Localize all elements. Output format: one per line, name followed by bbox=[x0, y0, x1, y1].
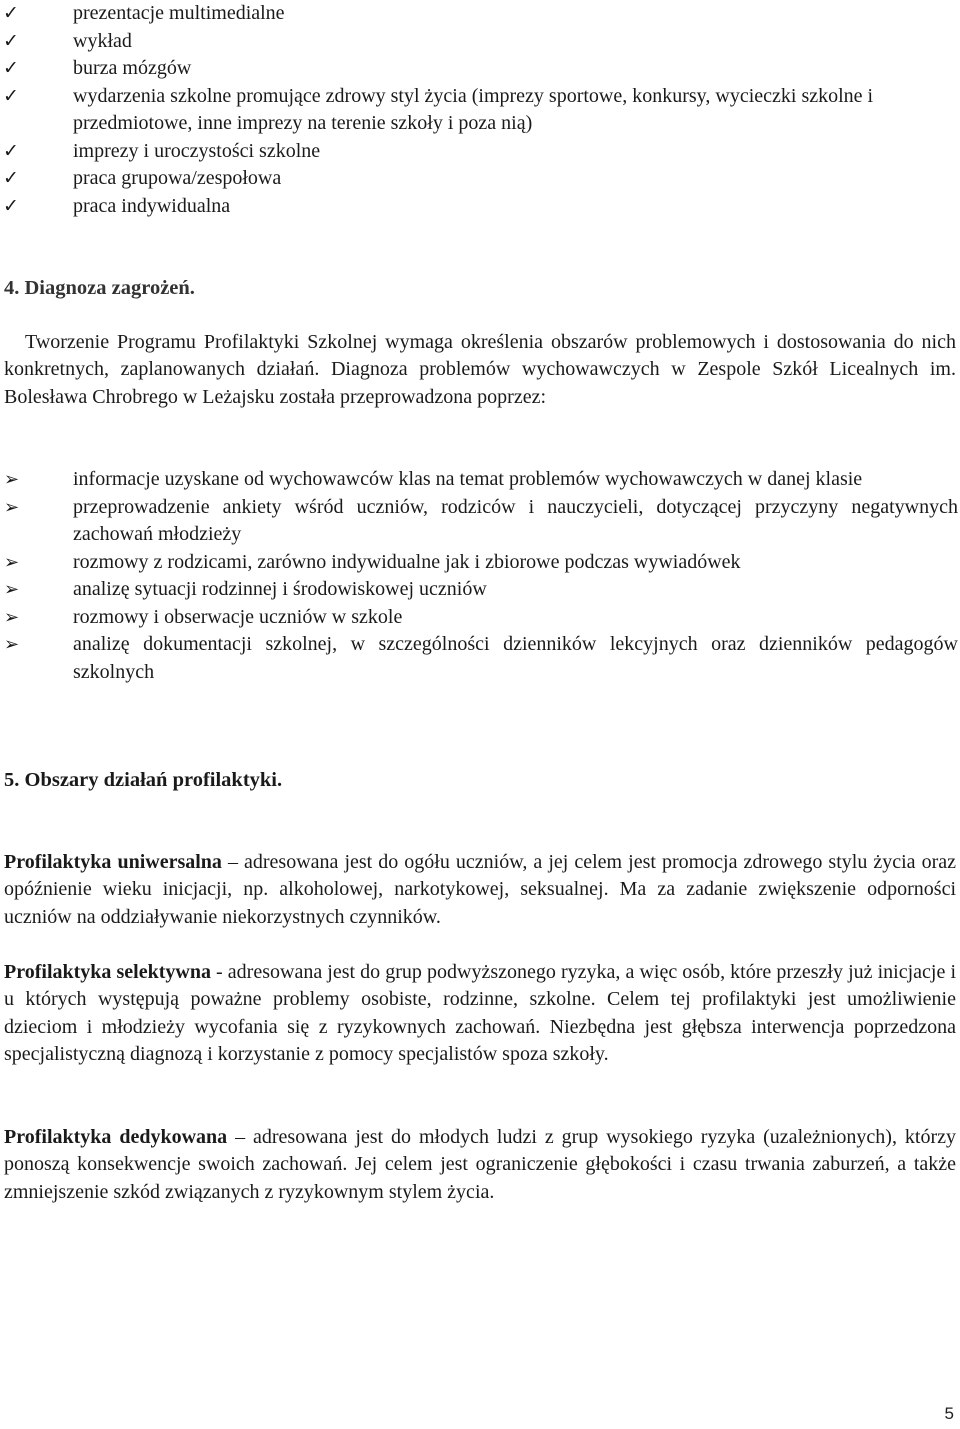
section-heading-diagnosis: 4. Diagnoza zagrożeń. bbox=[4, 277, 195, 299]
list-item-text: wydarzenia szkolne promujące zdrowy styl życia (imprezy sportowe, konkursy, wycieczki szkolne i przedmiotowe, inne imprezy na terenie szkoły i poza nią) bbox=[73, 84, 874, 134]
list-item bbox=[0, 549, 958, 577]
list-item-text: praca indywidualna bbox=[73, 194, 231, 217]
methods-checklist bbox=[0, 0, 956, 220]
list-item-text: rozmowy i obserwacje uczniów w szkole bbox=[73, 605, 403, 628]
list-item-text: wykład bbox=[73, 29, 132, 52]
diagnosis-methods-list bbox=[0, 466, 958, 686]
arrow-bullet-icon: ➢ bbox=[4, 469, 20, 490]
list-item-text: przeprowadzenie ankiety wśród uczniów, rodziców i nauczycieli, dotyczącej przyczyny negatywnych zachowań młodzieży bbox=[73, 495, 958, 545]
dedicated-prevention-term: Profilaktyka dedykowana bbox=[4, 1126, 228, 1148]
list-item bbox=[0, 83, 956, 138]
list-item-text: prezentacje multimedialne bbox=[73, 2, 285, 24]
checkmark-icon: ✓ bbox=[3, 84, 19, 107]
checkmark-icon: ✓ bbox=[3, 29, 19, 52]
list-item bbox=[0, 0, 956, 28]
arrow-bullet-icon: ➢ bbox=[4, 606, 20, 628]
dedicated-prevention-text: – adresowana jest do młodych ludzi z grup wysokiego ryzyka (uzależnionych), którzy ponoszą konsekwencje swoich zachowań. Jej celem jest ograniczenie głębokości i czasu trwania zaburzeń, a także zmniejszenie szkód związanych z ryzykownym stylem życia. bbox=[4, 1126, 956, 1203]
list-item bbox=[0, 466, 958, 494]
selective-prevention-paragraph bbox=[4, 959, 956, 1069]
list-item bbox=[0, 494, 958, 549]
list-item-text: analizę sytuacji rodzinnej i środowiskowej uczniów bbox=[73, 578, 487, 600]
checkmark-icon: ✓ bbox=[3, 194, 19, 217]
list-item bbox=[0, 138, 956, 166]
checkmark-icon: ✓ bbox=[3, 139, 19, 162]
arrow-bullet-icon: ➢ bbox=[4, 634, 20, 655]
list-item-text: burza mózgów bbox=[73, 57, 192, 79]
list-item bbox=[0, 55, 956, 83]
universal-prevention-paragraph bbox=[4, 849, 956, 931]
selective-prevention-text: - adresowana jest do grup podwyższonego ryzyka, a więc osób, które przeszły już inicjacje i u których występują poważne problemy osobiste, rodzinne, szkolne. Celem tej profilaktyki jest umożliwienie dzieciom i młodzieży wycofania się z ryzykownych zachowań. Niezbędna jest głębsza interwencja poprzedzona specjalistyczną diagnozą i korzystanie z pomocy specjalistów spoza szkoły. bbox=[4, 961, 956, 1066]
arrow-bullet-icon: ➢ bbox=[4, 496, 20, 518]
checkmark-icon: ✓ bbox=[3, 2, 19, 24]
list-item bbox=[0, 631, 958, 686]
checkmark-icon: ✓ bbox=[3, 57, 19, 79]
selective-prevention-term: Profilaktyka selektywna bbox=[4, 961, 211, 983]
section-heading-prevention-areas: 5. Obszary działań profilaktyki. bbox=[4, 769, 283, 791]
list-item bbox=[0, 576, 958, 604]
list-item-text: rozmowy z rodzicami, zarówno indywidualne jak i zbiorowe podczas wywiadówek bbox=[73, 550, 741, 573]
list-item bbox=[0, 28, 956, 56]
arrow-bullet-icon: ➢ bbox=[4, 579, 20, 600]
diagnosis-paragraph: Tworzenie Programu Profilaktyki Szkolnej wymaga określenia obszarów problemowych i dostosowania do nich konkretnych, zaplanowanych działań. Diagnoza problemów wychowawczych w Zespole Szkół Licealnych im. Bolesława Chrobrego w Leżajsku została przeprowadzona poprzez: bbox=[4, 331, 956, 408]
list-item bbox=[0, 604, 958, 632]
list-item-text: analizę dokumentacji szkolnej, w szczególności dzienników lekcyjnych oraz dzienników pedagogów szkolnych bbox=[73, 633, 958, 683]
universal-prevention-text: – adresowana jest do ogółu uczniów, a jej celem jest promocja zdrowego stylu życia oraz opóźnienie wieku inicjacji, np. alkoholowej, narkotykowej, seksualnej. Ma za zadanie zwiększenie odporności uczniów na oddziaływanie niekorzystnych czynników. bbox=[4, 851, 956, 928]
checkmark-icon: ✓ bbox=[3, 167, 19, 189]
page-number: 5 bbox=[944, 1404, 954, 1423]
list-item-text: praca grupowa/zespołowa bbox=[73, 167, 282, 189]
list-item-text: informacje uzyskane od wychowawców klas na temat problemów wychowawczych w danej klasie bbox=[73, 468, 863, 490]
dedicated-prevention-paragraph bbox=[4, 1124, 956, 1206]
list-item-text: imprezy i uroczystości szkolne bbox=[73, 139, 321, 162]
arrow-bullet-icon: ➢ bbox=[4, 551, 20, 573]
universal-prevention-term: Profilaktyka uniwersalna bbox=[4, 851, 222, 873]
list-item bbox=[0, 193, 956, 221]
list-item bbox=[0, 165, 956, 193]
